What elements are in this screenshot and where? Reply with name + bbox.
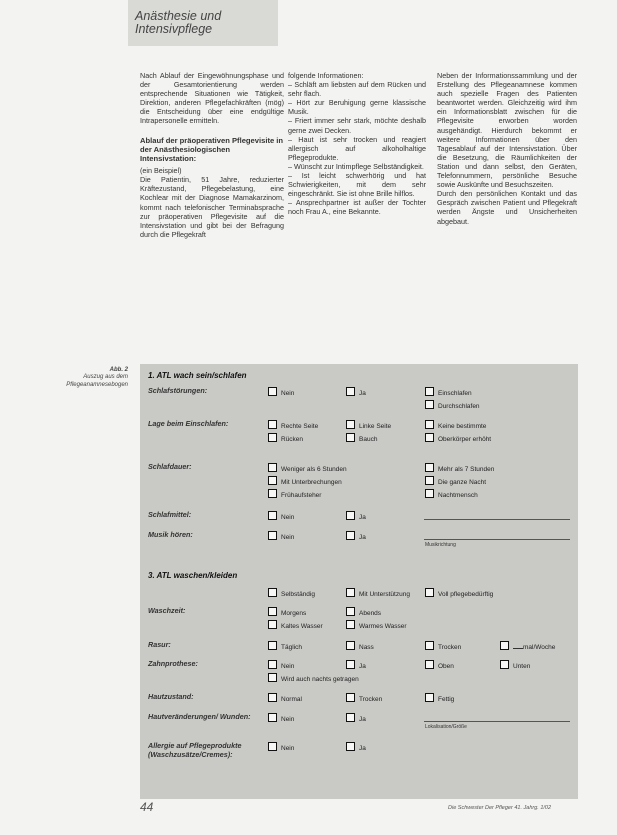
option-upper[interactable]: Oben	[425, 660, 454, 670]
option-sleeping-pills-no[interactable]: Nein	[268, 511, 294, 521]
option-back[interactable]: Rücken	[268, 433, 303, 443]
checkbox[interactable]	[268, 463, 277, 472]
option-independent[interactable]: Selbständig	[268, 588, 315, 598]
option-skin-changes-yes[interactable]: Ja	[346, 713, 366, 723]
page-number: 44	[140, 800, 154, 814]
header-title	[135, 10, 221, 36]
option-right-side[interactable]: Rechte Seite	[268, 420, 318, 430]
col1-paragraph-2: Die Patientin, 51 Jahre, reduzierter Kräftezustand, Pflegebelastung, eine Kochlear mit der Diagnose Mamakarzinom, kommt nach telefonischer Terminabsprache zur präoperativen Pflegevisite auf die Intensivstation und gibt bei der Befragung durch die Pflegekraft	[140, 175, 284, 239]
figure-label: Abb. 2	[109, 367, 128, 373]
checkbox[interactable]	[346, 713, 355, 722]
checkbox[interactable]	[425, 476, 434, 485]
section-title-sleep: 1. ATL wach sein/schlafen	[148, 371, 247, 380]
header-title-line2: Intensivpflege	[135, 22, 213, 36]
checkbox[interactable]	[346, 620, 355, 629]
option-stomach[interactable]: Bauch	[346, 433, 377, 443]
option-more-than-7-hours[interactable]: Mehr als 7 Stunden	[425, 463, 494, 473]
col3-paragraph-2: Durch den persönlichen Kontakt und das Gespräch zwischen Patient und Pflegekraft werden Ängste und Unsicherheiten abgebaut.	[437, 189, 577, 226]
row-label-sleeping-pills: Schlafmittel:	[148, 510, 192, 519]
figure-caption	[52, 367, 128, 389]
checkbox[interactable]	[346, 531, 355, 540]
checkbox[interactable]	[425, 400, 434, 409]
checkbox[interactable]	[425, 463, 434, 472]
col1-paragraph-1: Nach Ablauf der Eingewöhnungsphase und der Gesamtorientierung werden entsprechende Situationen wie Tätigkeit, Direktion, anderen Pflegefachkräften (mög) die Entscheidung über eine endgültige Intrapersonelle ermitteln.	[140, 71, 284, 126]
option-mornings[interactable]: Morgens	[268, 607, 306, 617]
checkbox[interactable]	[268, 607, 277, 616]
checkbox[interactable]	[346, 607, 355, 616]
option-music-yes[interactable]: Ja	[346, 531, 366, 541]
figure-caption-text: Auszug aus dem Pflegeanamnesebogen	[66, 374, 128, 388]
option-left-side[interactable]: Linke Seite	[346, 420, 391, 430]
option-lower[interactable]: Unten	[500, 660, 530, 670]
checkbox[interactable]	[268, 588, 277, 597]
row-label-skin-changes: Hautveränderungen/ Wunden:	[148, 712, 251, 721]
text-column-1	[140, 71, 284, 239]
checkbox[interactable]	[346, 693, 355, 702]
option-upper-body-raised[interactable]: Oberkörper erhöht	[425, 433, 491, 443]
col2-item: – Haut ist sehr trocken und reagiert allergisch auf alkoholhaltige Pflegeprodukte.	[288, 134, 426, 162]
section-title-washing: 3. ATL waschen/kleiden	[148, 571, 238, 580]
checkbox[interactable]	[268, 742, 277, 751]
option-dentures-yes[interactable]: Ja	[346, 660, 366, 670]
checkbox[interactable]	[268, 511, 277, 520]
checkbox[interactable]	[346, 660, 355, 669]
col3-paragraph-1: Neben der Informationssammlung und der Erstellung des Pflegeanamnese kommen auch spezielle Fragen des Patienten beantwortet werden. Gleichzeitig wird ihm ein Informationsblatt zwischen für die Pflegevisite erworben worden ausgehändigt. Hierdurch bekommt er weitere Informationen über den Tagesablauf auf der Intensivstation. Über die Besetzung, die Räumlichkeiten der Station und dann selbst, den Geräten, Telefonnummern, persönliche Besuche sowie Auskünfte und Besuchszeiten.	[437, 71, 577, 190]
checkbox[interactable]	[346, 641, 355, 650]
option-cold-water[interactable]: Kaltes Wasser	[268, 620, 323, 630]
option-early-riser[interactable]: Frühaufsteher	[268, 489, 321, 499]
checkbox[interactable]	[268, 641, 277, 650]
text-column-3	[437, 71, 577, 226]
option-dry[interactable]: Trocken	[425, 641, 461, 651]
checkbox[interactable]	[268, 420, 277, 429]
col1-example: (ein Beispiel)	[140, 166, 182, 176]
option-sleeping-pills-yes[interactable]: Ja	[346, 511, 366, 521]
checkbox[interactable]	[346, 742, 355, 751]
col2-item: – Wünscht zur Intimpflege Selbständigkeit.	[288, 161, 424, 171]
row-label-sleep-disorders: Schlafstörungen:	[148, 386, 208, 395]
fill-line[interactable]	[424, 519, 570, 520]
row-label-sleep-position: Lage beim Einschlafen:	[148, 419, 229, 428]
option-fully-dependent[interactable]: Voll pflegebedürftig	[425, 588, 493, 598]
option-allergy-no[interactable]: Nein	[268, 742, 294, 752]
option-wet[interactable]: Nass	[346, 641, 374, 651]
option-dry-skin[interactable]: Trocken	[346, 693, 382, 703]
option-daily[interactable]: Täglich	[268, 641, 302, 651]
option-normal[interactable]: Normal	[268, 693, 302, 703]
option-times-per-week[interactable]: mal/Woche	[500, 641, 555, 651]
row-label-dentures: Zahnprothese:	[148, 659, 198, 668]
row-label-sleep-duration: Schlafdauer:	[148, 462, 192, 471]
checkbox[interactable]	[268, 476, 277, 485]
checkbox[interactable]	[268, 673, 277, 682]
checkbox[interactable]	[268, 489, 277, 498]
checkbox[interactable]	[268, 531, 277, 540]
col2-item: – Schläft am liebsten auf dem Rücken und sehr flach.	[288, 80, 426, 99]
checkbox[interactable]	[346, 433, 355, 442]
option-sleep-disorders-yes[interactable]: Ja	[346, 387, 366, 397]
row-label-skin-condition: Hautzustand:	[148, 692, 194, 701]
row-label-washing-time: Waschzeit:	[148, 606, 186, 615]
checkbox[interactable]	[346, 588, 355, 597]
checkbox[interactable]	[425, 387, 434, 396]
music-genre-note: Musikrichtung	[425, 542, 456, 548]
checkbox[interactable]	[268, 620, 277, 629]
checkbox[interactable]	[425, 588, 434, 597]
option-music-no[interactable]: Nein	[268, 531, 294, 541]
option-evenings[interactable]: Abends	[346, 607, 381, 617]
checkbox[interactable]	[346, 387, 355, 396]
option-dentures-no[interactable]: Nein	[268, 660, 294, 670]
checkbox[interactable]	[425, 660, 434, 669]
option-no-specific[interactable]: Keine bestimmte	[425, 420, 486, 430]
checkbox[interactable]	[268, 387, 277, 396]
fill-line[interactable]	[424, 539, 570, 540]
option-allergy-yes[interactable]: Ja	[346, 742, 366, 752]
option-falling-asleep[interactable]: Einschlafen	[425, 387, 472, 397]
option-sleeping-through[interactable]: Durchschlafen	[425, 400, 480, 410]
option-oily[interactable]: Fettig	[425, 693, 454, 703]
checkbox[interactable]	[425, 420, 434, 429]
checkbox[interactable]	[425, 693, 434, 702]
checkbox[interactable]	[500, 641, 509, 650]
checkbox[interactable]	[268, 693, 277, 702]
option-warm-water[interactable]: Warmes Wasser	[346, 620, 407, 630]
checkbox[interactable]	[346, 511, 355, 520]
row-label-allergy: Allergie auf Pflegeprodukte (Waschzusätze/Cremes):	[148, 741, 242, 759]
journal-footer: Die Schwester Der Pfleger 41. Jahrg. 1/02	[448, 805, 552, 811]
option-worn-at-night[interactable]: Wird auch nachts getragen	[268, 673, 359, 683]
option-less-than-6-hours[interactable]: Weniger als 6 Stunden	[268, 463, 347, 473]
option-skin-changes-no[interactable]: Nein	[268, 713, 294, 723]
col2-item: – Ansprechpartner ist außer der Tochter noch Frau A., eine Bekannte.	[288, 198, 426, 217]
row-label-shaving: Rasur:	[148, 640, 171, 649]
col2-item: – Hört zur Beruhigung gerne klassische Musik.	[288, 98, 426, 117]
location-size-note: Lokalisation/Größe	[425, 724, 467, 730]
col1-heading: Ablauf der präoperativen Pflegevisite in der Anästhesiologischen Intensivstation:	[140, 135, 284, 163]
option-night-owl[interactable]: Nachtmensch	[425, 489, 478, 499]
checkbox[interactable]	[346, 420, 355, 429]
col2-paragraph-1: folgende Informationen:	[288, 71, 364, 80]
checkbox[interactable]	[500, 660, 509, 669]
text-column-2	[288, 71, 426, 217]
checkbox[interactable]	[268, 433, 277, 442]
option-sleep-disorders-no[interactable]: Nein	[268, 387, 294, 397]
checkbox[interactable]	[425, 489, 434, 498]
checkbox[interactable]	[268, 660, 277, 669]
option-with-interruptions[interactable]: Mit Unterbrechungen	[268, 476, 342, 486]
row-label-music: Musik hören:	[148, 530, 193, 539]
checkbox[interactable]	[425, 641, 434, 650]
option-whole-night[interactable]: Die ganze Nacht	[425, 476, 486, 486]
col2-item: – Ist leicht schwerhörig und hat Schwierigkeiten, mit dem sehr eingeschränkt. Sie ist ohne Brille hilflos.	[288, 171, 426, 199]
col2-item: – Friert immer sehr stark, möchte deshalb gerne zwei Decken.	[288, 116, 426, 135]
fill-line[interactable]	[424, 721, 570, 722]
option-with-support[interactable]: Mit Unterstützung	[346, 588, 410, 598]
checkbox[interactable]	[268, 713, 277, 722]
header-title-line1: Anästhesie und	[135, 9, 222, 23]
checkbox[interactable]	[425, 433, 434, 442]
